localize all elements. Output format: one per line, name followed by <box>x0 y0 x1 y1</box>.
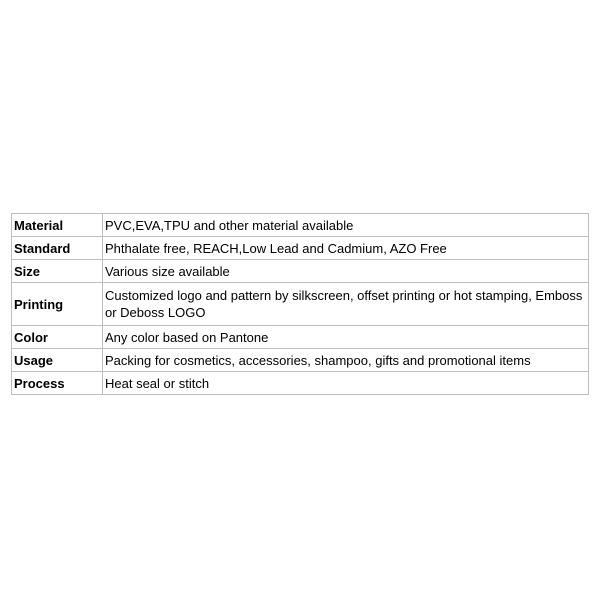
table-row <box>12 260 589 283</box>
row-label: Usage <box>12 349 103 372</box>
row-value: Packing for cosmetics, accessories, shampoo, gifts and promotional items <box>103 349 589 372</box>
table-row <box>12 372 589 395</box>
row-label: Printing <box>12 283 103 326</box>
row-value: Heat seal or stitch <box>103 372 589 395</box>
row-value: Any color based on Pantone <box>103 326 589 349</box>
table-row <box>12 283 589 326</box>
row-label: Material <box>12 214 103 237</box>
spec-table <box>11 213 589 395</box>
row-value: PVC,EVA,TPU and other material available <box>103 214 589 237</box>
row-label: Size <box>12 260 103 283</box>
row-label: Process <box>12 372 103 395</box>
row-label: Standard <box>12 237 103 260</box>
row-label: Color <box>12 326 103 349</box>
table-row <box>12 349 589 372</box>
table-row <box>12 214 589 237</box>
row-value: Phthalate free, REACH,Low Lead and Cadmium, AZO Free <box>103 237 589 260</box>
table-row <box>12 237 589 260</box>
row-value: Various size available <box>103 260 589 283</box>
table-row <box>12 326 589 349</box>
row-value: Customized logo and pattern by silkscreen, offset printing or hot stamping, Emboss or Deboss LOGO <box>103 283 589 326</box>
